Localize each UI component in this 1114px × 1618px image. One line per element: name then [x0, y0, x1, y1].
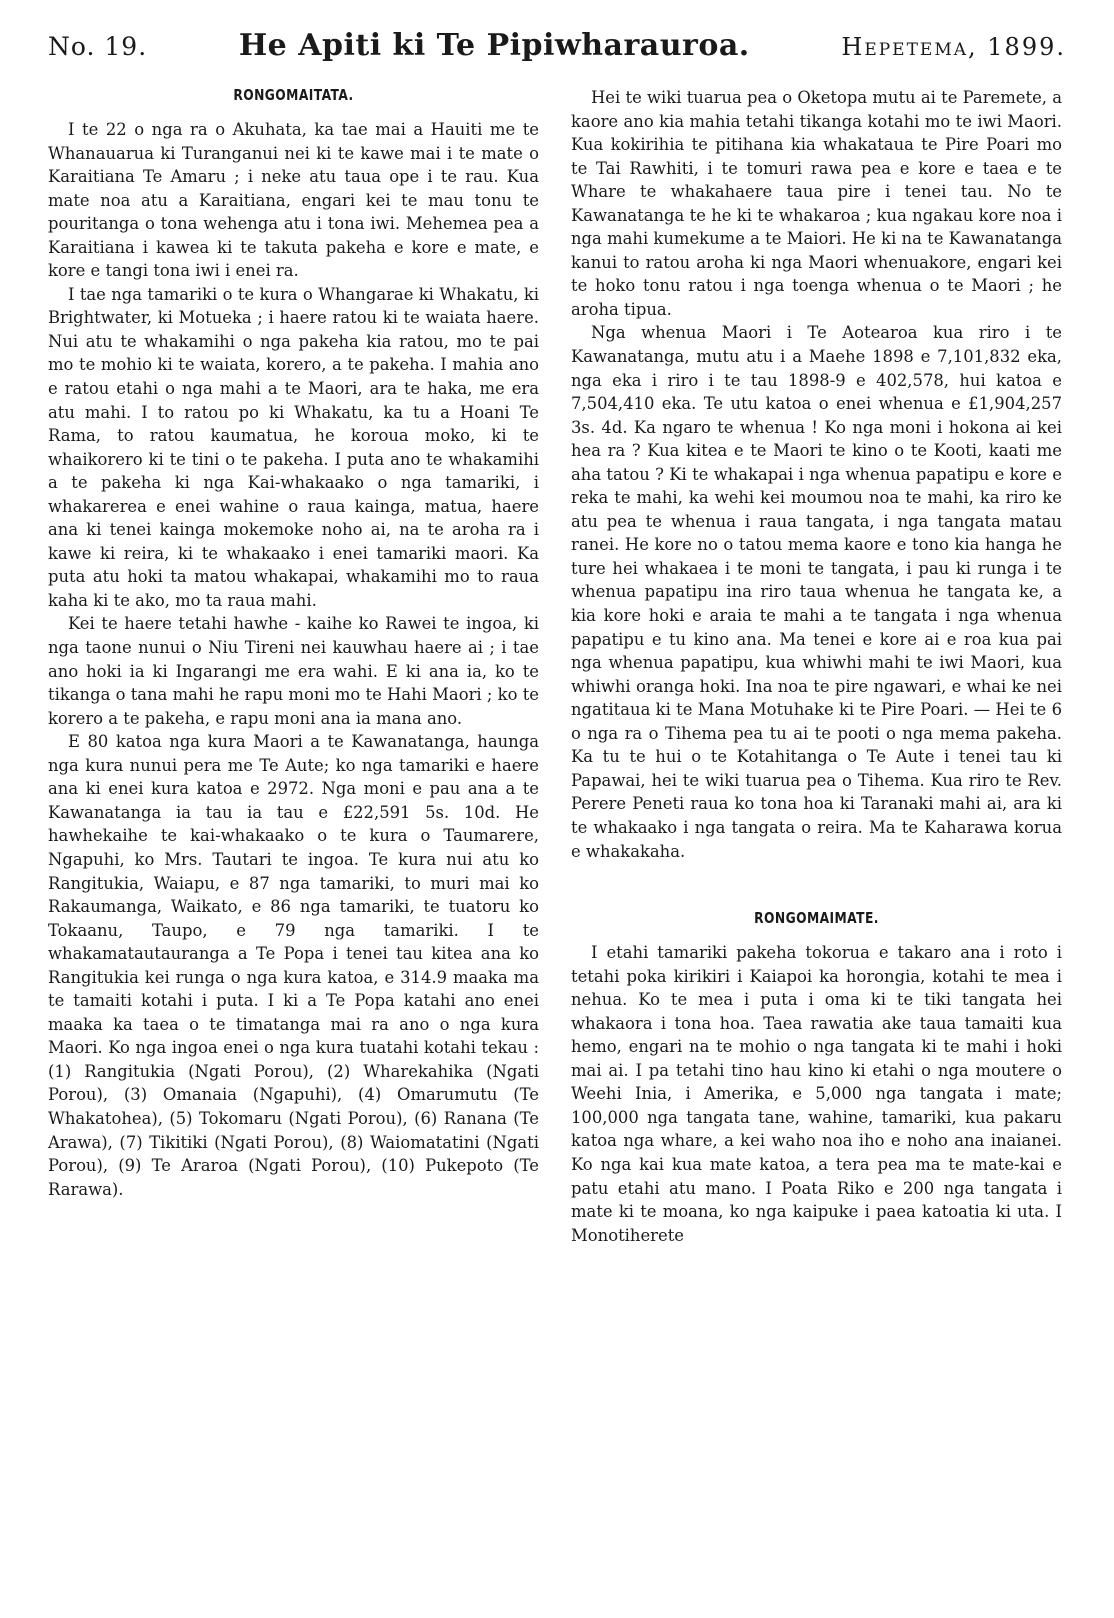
masthead — [48, 28, 1066, 76]
issue-number: No. 19. — [48, 32, 148, 61]
left-column — [48, 80, 539, 1247]
article-paragraph: Hei te wiki tuarua pea o Oketopa mutu ai te Paremete, a kaore ano kia mahia tetahi tikanga kotahi mo te iwi Maori. Kua kokirihia te pitihana kia whakataua te Pire Poari mo te Tai Rawhiti, i te tomuri rawa pea e kore e taea e te Whare te whakahaere taua pire i tenei tau. No te Kawanatanga te he ki te whakaroa ; kua ngakau kore noa i nga mahi kumekume a te Maiori. He ki na te Kawanatanga kanui to ratou aroha ki nga Maori whenuakore, engari kei te hoko tonu ratou i nga toenga whenua o te Maori ; he aroha tipua. — [571, 88, 1062, 319]
article-paragraph: Nga whenua Maori i Te Aotearoa kua riro i te Kawanatanga, mutu atu i a Maehe 1898 e 7,101,832 eka, nga eka i riro i te tau 1898-9 e 402,578, hui katoa e 7,504,410 eka. Te utu katoa o enei whenua e £1,904,257 3s. 4d. Ka ngaro te whenua ! Ko nga moni i hokona ai kei hea ra ? Kua kitea e te Maori te kino o te Kooti, kaati me aha tatou ? Ki te whakapai i nga whenua papatipu e kore e reka te mahi, ka wehi kei moumou noa te mahi, ka riro ke atu pea te whenua i raua tangata, i nga tangata matau ranei. He kore no o tatou mema kaore e tono kia hanga he ture hei whakaea i te moni te tangata, i pau ki runga i te whenua papatipu ina riro taua whenua he tangata ke, a kia kore hoki e araia te mahi a te tangata i nga whenua papatipu e tu kino ana. Ma tenei e kore ai e roa kua pai nga whenua papatipu, kua whiwhi mahi te iwi Maori, kua whiwhi oranga hoki. Ina noa te pire ngawari, e whai ke nei ngatitaua ki te Mana Motuhake ki te Pire Poari. — Hei te 6 o nga ra o Tihema pea tu ai te pooti o nga mema pakeha. Ka tu te hui o te Kotahitanga o Te Aute i tenei tau ki Papawai, hei te wiki tuarua pea o Tihema. Kua riro te Rev. Perere Peneti raua ko tona hoa ki Taranaki mahi ai, ara ki te whakaako i nga tangata o reira. Ma te Kaharawa korua e whakakaha. — [571, 323, 1062, 861]
section-heading-rongomaimate: RONGOMAIMATE. — [754, 909, 879, 928]
article-paragraph: I tae nga tamariki o te kura o Whangarae ki Whakatu, ki Brightwater, ki Motueka ; i haere ratou ki te waiata haere. Nui atu te whakamihi o nga pakeha kia ratou, mo te pai mo te mohio ki te waiata, korero, a te pakeha. I mahia ano e ratou etahi o nga mahi a te Maori, ara te haka, me era atu mahi. I to ratou po ki Whakatu, ka tu a Hoani Te Rama, to ratou kaumatua, he koroua moko, ki te whaikorero ki te tini o te pakeha. I puta ano te whakamihi a te pakeha ki nga Kai-whakaako o nga tamariki, i whakarerea e enei wahine o raua kainga, matua, haere ana ki tenei kainga mokemoke noho ai, na te aroha ra i kawe ki reira, ki te whakaako i enei tamariki maori. Ka puta atu hoki ta matou whakapai, whakamihi mo to raua kaha ki te ako, mo ta raua mahi. — [48, 284, 539, 610]
issue-date: Hepetema, 1899. — [841, 33, 1066, 61]
article-paragraph: Kei te haere tetahi hawhe - kaihe ko Rawei te ingoa, ki nga taone nunui o Niu Tireni nei kauwhau haere ai ; i tae ano hoki ia ki Ingarangi me era wahi. E ki ana ia, ko te tikanga o tana mahi he rapu moni mo te Hahi Maori ; ko te korero a te pakeha, e rapu moni ana ia mana ano. — [48, 614, 539, 728]
section-heading-rongomaitata: RONGOMAITATA. — [233, 86, 354, 104]
article-columns — [48, 80, 1066, 1247]
article-paragraph: E 80 katoa nga kura Maori a te Kawanatanga, haunga nga kura nunui pera me Te Aute; ko nga tamariki e haere ana ki enei kura katoa e 2972. Nga moni e pau ana a te Kawanatanga ia tau ia tau e £22,591 5s. 10d. He hawhekaihe te kai-whakaako o te kura o Taumarere, Ngapuhi, ko Mrs. Tautari te ingoa. Te kura nui atu ko Rangitukia, Waiapu, e 87 nga tamariki, to muri mai ko Rakaumanga, Waikato, e 86 nga tamariki, te tuatoru ko Tokaanu, Taupo, e 79 nga tamariki. I te whakamatautauranga a Te Popa i tenei tau kitea ana ko Rangitukia kei runga o nga kura katoa, e 314.9 maaka ma te tamaiti kotahi i puta. I ki a Te Popa katahi ano enei maaka ka taea o te timatanga mai ra ano o nga kura Maori. Ko nga ingoa enei o nga kura tuatahi kotahi tekau : (1) Rangitukia (Ngati Porou), (2) Wharekahika (Ngati Porou), (3) Omanaia (Ngapuhi), (4) Omarumutu (Te Whakatohea), (5) Tokomaru (Ngati Porou), (6) Ranana (Te Arawa), (7) Tikitiki (Ngati Porou), (8) Waiomatatini (Ngati Porou), (9) Te Araroa (Ngati Porou), (10) Pukepoto (Te Rarawa). — [48, 732, 539, 1199]
article-paragraph: I etahi tamariki pakeha tokorua e takaro ana i roto i tetahi poka kirikiri i Kaiapoi ka horongia, kotahi te mea i nehua. Ko te mea i puta i oma ki te tiki tangata hei whakaora i tona hoa. Taea rawatia ake taua tamaiti kua hemo, engari na te mohio o nga tangata ki te mahi i hoki mai ai. I pa tetahi tino hau kino ki etahi o nga moutere o Weehi Inia, i Amerika, e 5,000 nga tangata i mate; 100,000 nga tangata tane, wahine, tamariki, kua pakaru katoa nga whare, a kei waho noa iho e noho ana inaianei. Ko nga kai kua mate katoa, a tera pea ma te mate-kai e patu etahi atu mano. I Poata Riko e 200 nga tangata i mate ki te moana, ko nga kaipuke i paea katoatia ki uta. I Monotiherete — [571, 943, 1062, 1245]
right-column — [571, 80, 1062, 1247]
paper-title: He Apiti ki Te Pipiwharauroa. — [238, 28, 750, 63]
article-paragraph: I te 22 o nga ra o Akuhata, ka tae mai a Hauiti me te Whanauarua ki Turanganui nei ki te kawe mai i te mate o Karaitiana Te Amaru ; i neke atu taua ope i te rau. Kua mate noa atu a Karaitiana, engari kei te mau tonu te pouritanga o tona wehenga atu i tona iwi. Mehemea pea a Karaitiana i kawea ki te takuta pakeha e kore e mate, e kore e tangi tona iwi i enei ra. — [48, 120, 539, 281]
